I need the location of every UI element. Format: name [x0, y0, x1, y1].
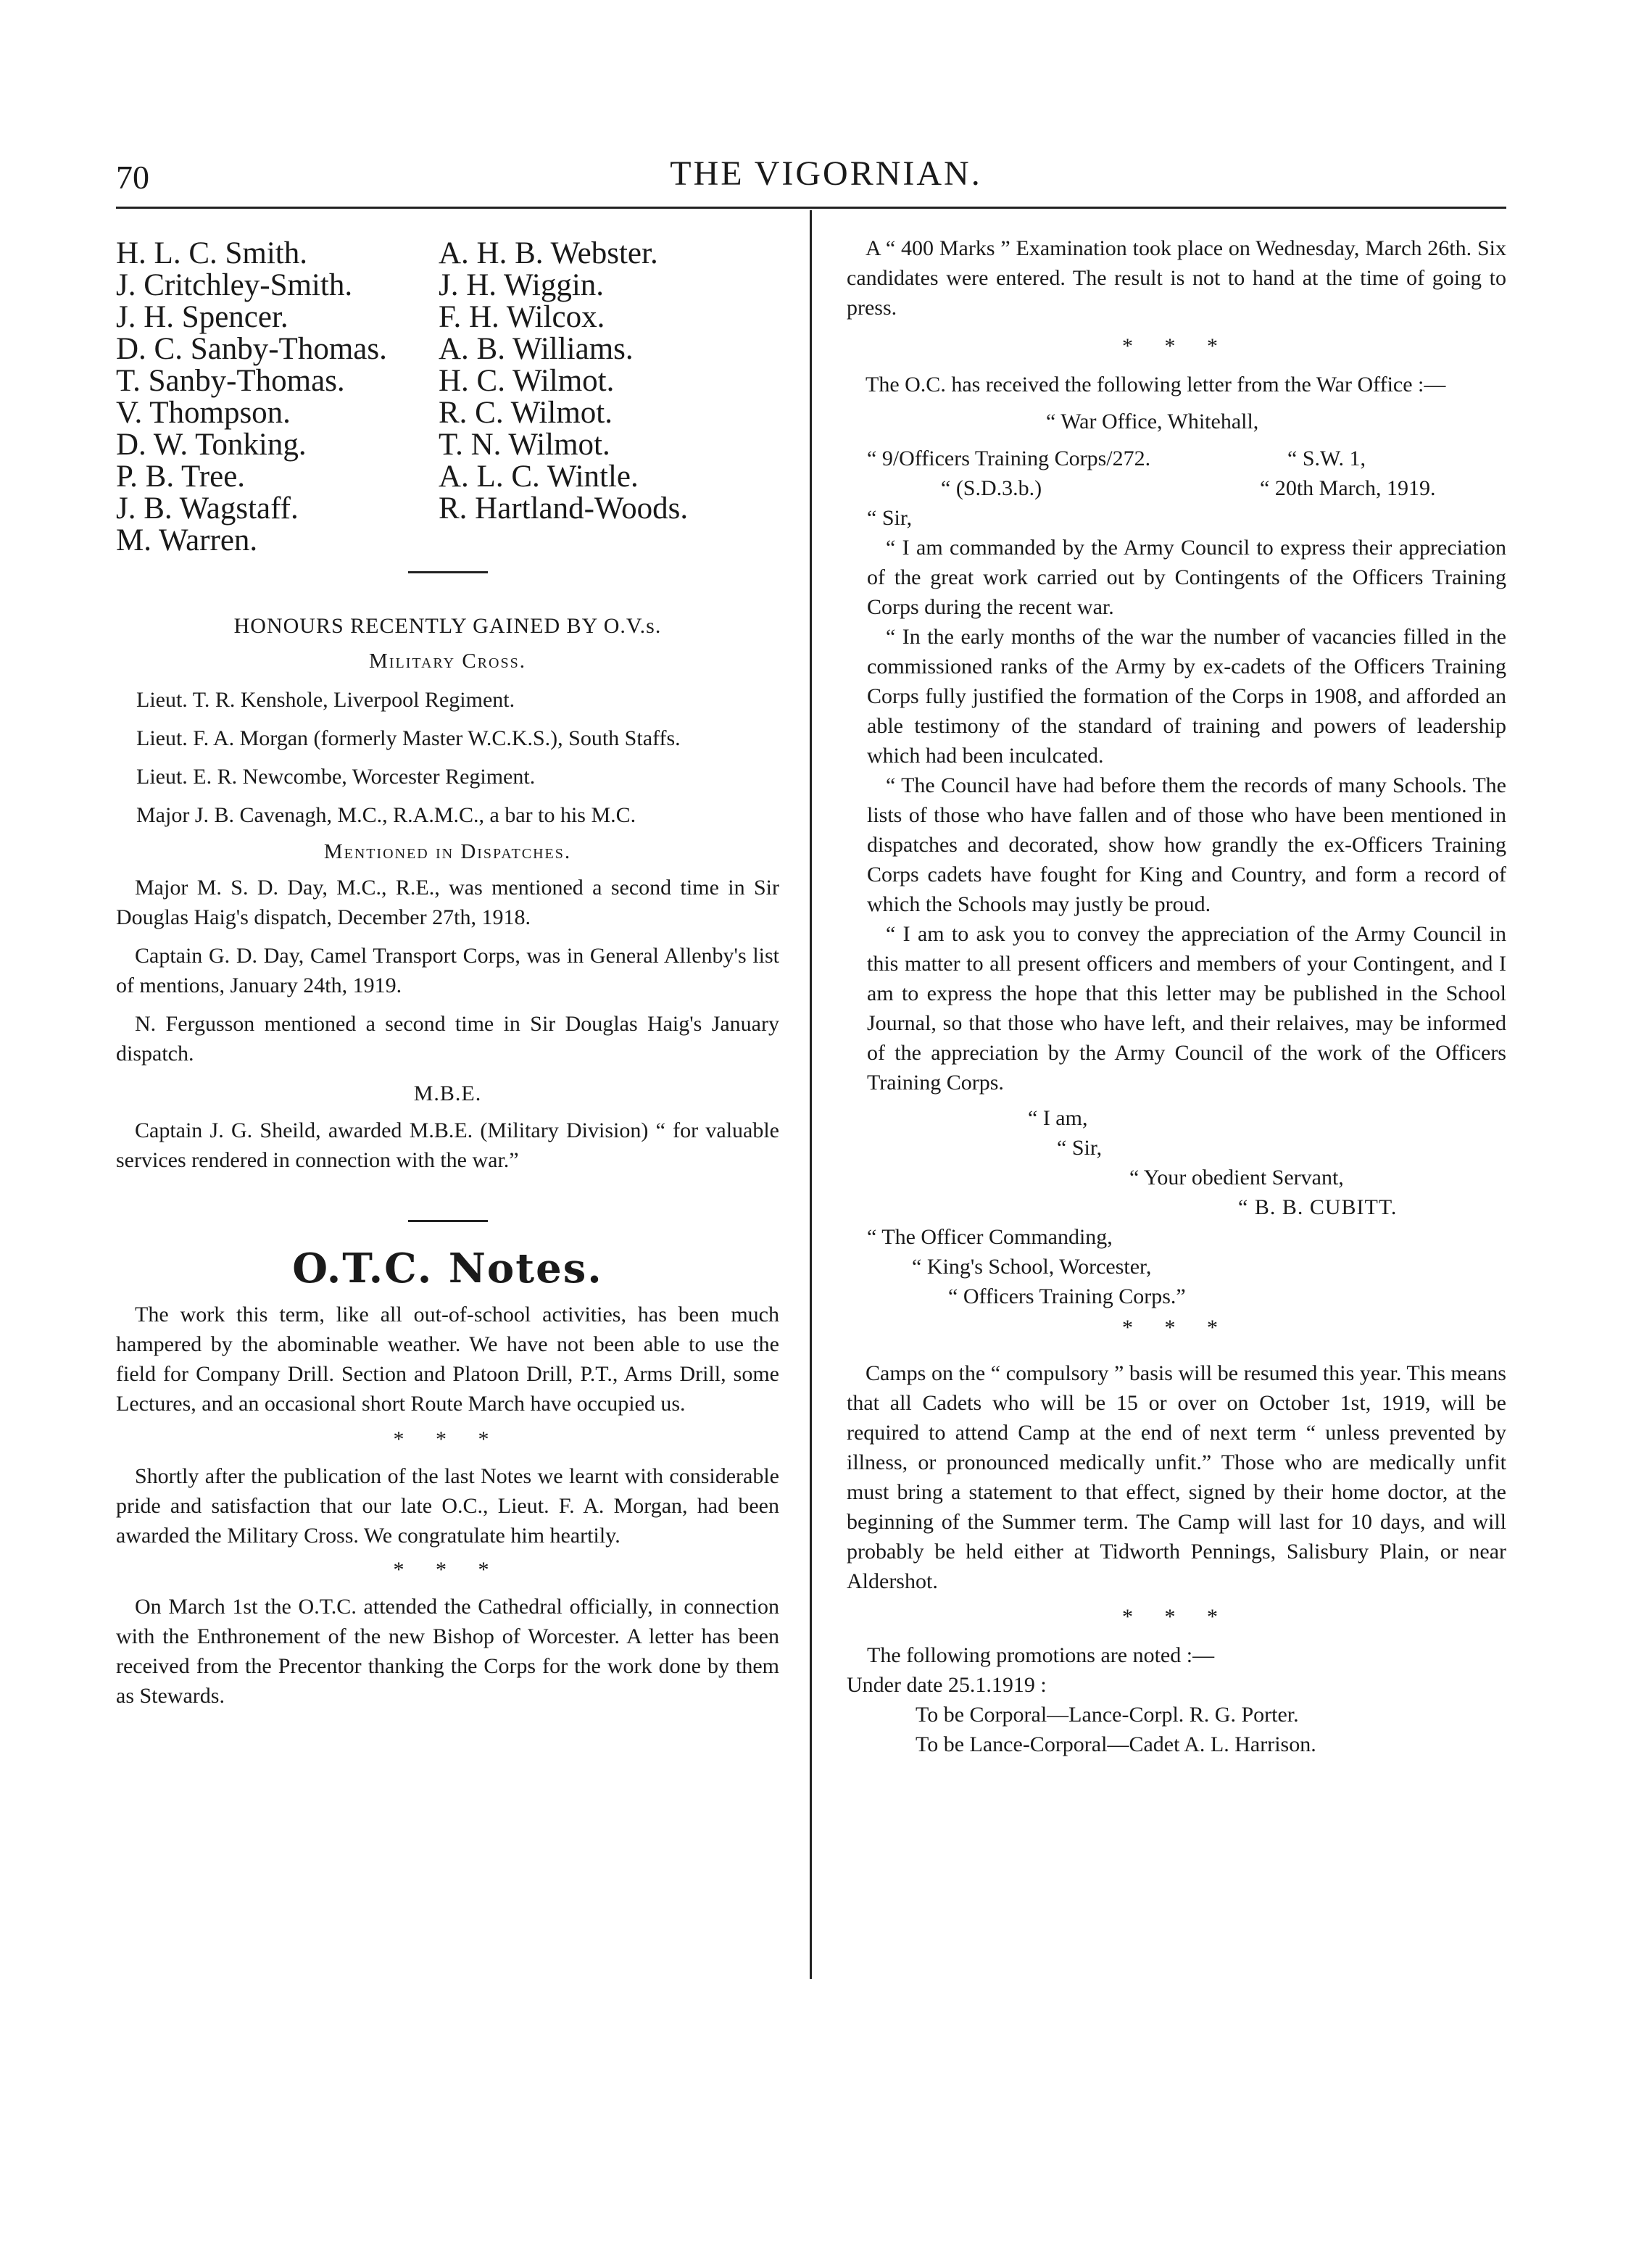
dispatch-entry: Major M. S. D. Day, M.C., R.E., was mentioned a second time in Sir Douglas Haig's dispatch, December 27th, 1918. [116, 876, 779, 929]
promotion-entry: To be Corporal—Lance-Corpl. R. G. Porter. [916, 1703, 1299, 1727]
otc-paragraph: On March 1st the O.T.C. attended the Cathedral officially, in connection with the Enthronement of the new Bishop of Worcester. A letter has been received from the Precentor thanking the Corps for the work done by them as Stewards. [116, 1595, 779, 1708]
letter-reference-line [847, 473, 1506, 503]
honours-heading: HONOURS RECENTLY GAINED BY O.V.s. [233, 614, 662, 638]
letter-paragraph: “ In the early months of the war the number of vacancies filled in the commissioned ranks of the Army by ex-cadets of the Officers Training Corps fully justified the formation of the Corps in 1908, and afforded an able testimony of the standard of training and powers of leadership which had been inculcated. [867, 625, 1506, 768]
dispatch-entry: Captain G. D. Day, Camel Transport Corps, was in General Allenby's list of mentions, January 24th, 1919. [116, 944, 779, 997]
otc-paragraph: Shortly after the publication of the last Notes we learnt with considerable pride and satisfaction that our late O.C., Lieut. F. A. Morgan, had been awarded the Military Cross. We congratulate him heartily. [116, 1464, 779, 1548]
letter-closing: “ Sir, [1057, 1136, 1103, 1160]
name-entry: J. H. Spencer. [116, 300, 289, 334]
mbe-entry: Captain J. G. Sheild, awarded M.B.E. (Military Division) “ for valuable services rendered in connection with the war.” [116, 1118, 779, 1172]
names-column-2 [439, 238, 779, 557]
letter-signature: “ B. B. CUBITT. [1238, 1195, 1398, 1219]
letter-salutation: “ Sir, [867, 506, 913, 530]
name-entry: D. C. Sanby-Thomas. [116, 332, 387, 366]
section-stars: * * * [1122, 334, 1231, 358]
promotions-date: Under date 25.1.1919 : [847, 1673, 1047, 1697]
letter-recipient: “ The Officer Commanding, [867, 1225, 1113, 1249]
letter-address: “ War Office, Whitehall, [1046, 410, 1259, 433]
section-stars: * * * [393, 1558, 502, 1582]
right-column [847, 217, 1506, 1759]
section-stars: * * * [1122, 1605, 1231, 1629]
letter-date: “ 20th March, 1919. [1260, 476, 1436, 500]
name-entry: A. L. C. Wintle. [439, 460, 639, 494]
name-entry: J. Critchley-Smith. [116, 268, 353, 302]
name-entry: R. C. Wilmot. [439, 396, 613, 430]
letter-closing: “ I am, [1028, 1106, 1088, 1130]
war-office-intro: The O.C. has received the following letter from the War Office :— [866, 373, 1446, 396]
letter-reference-line [847, 444, 1506, 473]
name-entry: T. N. Wilmot. [439, 428, 610, 462]
header-rule [116, 207, 1506, 209]
column-divider [810, 210, 812, 1979]
name-entry: D. W. Tonking. [116, 428, 307, 462]
letter-body [847, 533, 1506, 1097]
mbe-heading: M.B.E. [413, 1081, 482, 1105]
section-rule [408, 571, 488, 573]
name-entry: H. C. Wilmot. [439, 364, 615, 398]
military-cross-heading: Military Cross. [369, 649, 526, 673]
letter-paragraph: “ I am commanded by the Army Council to express their appreciation of the great work carried out by Contingents of the Officers Training Corps during the recent war. [867, 536, 1506, 619]
section-stars: * * * [1122, 1316, 1231, 1340]
honour-entry: Major J. B. Cavenagh, M.C., R.A.M.C., a bar to his M.C. [136, 803, 636, 827]
letter-recipient: “ Officers Training Corps.” [948, 1284, 1186, 1308]
letter-recipient: “ King's School, Worcester, [912, 1255, 1152, 1279]
honour-entry: Lieut. E. R. Newcombe, Worcester Regiment. [136, 765, 536, 789]
name-entry: H. L. C. Smith. [116, 236, 308, 270]
name-entry: R. Hartland-Woods. [439, 491, 689, 526]
camps-paragraph: Camps on the “ compulsory ” basis will be resumed this year. This means that all Cadets who will be 15 or over on October 1st, 1919, will be required to attend Camp at the end of next term “ unless prevented by illness, or pronounced medically unfit.” Those who are medically unfit must bring a statement to that effect, signed by their home doctor, at the beginning of the Summer term. The Camp will last for 10 days, and will probably be held either at Tidworth Pennings, Salisbury Plain, or near Aldershot. [847, 1361, 1506, 1593]
names-column-1 [116, 238, 439, 557]
otc-notes-title: O.T.C. Notes. [292, 1245, 603, 1292]
name-entry: J. H. Wiggin. [439, 268, 605, 302]
name-entry: M. Warren. [116, 523, 258, 557]
letter-postcode: “ S.W. 1, [1287, 447, 1366, 470]
name-entry: T. Sanby-Thomas. [116, 364, 345, 398]
names-list [116, 238, 779, 557]
honour-entry: Lieut. T. R. Kenshole, Liverpool Regiment. [136, 688, 515, 712]
letter-reference: “ (S.D.3.b.) [941, 476, 1042, 500]
exam-paragraph: A “ 400 Marks ” Examination took place on Wednesday, March 26th. Six candidates were entered. The result is not to hand at the time of going to press. [847, 236, 1506, 320]
name-entry: A. B. Williams. [439, 332, 634, 366]
letter-closing: “ Your obedient Servant, [1129, 1166, 1344, 1189]
promotions-intro: The following promotions are noted :— [867, 1643, 1215, 1667]
page-number: 70 [116, 159, 149, 196]
left-column [116, 217, 779, 1711]
honour-entry: Lieut. F. A. Morgan (formerly Master W.C.K.S.), South Staffs. [136, 726, 681, 750]
dispatch-entry: N. Fergusson mentioned a second time in Sir Douglas Haig's January dispatch. [116, 1012, 779, 1066]
name-entry: V. Thompson. [116, 396, 291, 430]
name-entry: F. H. Wilcox. [439, 300, 605, 334]
dispatches-heading: Mentioned in Dispatches. [323, 840, 572, 863]
page-title: THE VIGORNIAN. [670, 154, 982, 193]
name-entry: J. B. Wagstaff. [116, 491, 299, 526]
name-entry: A. H. B. Webster. [439, 236, 658, 270]
section-stars: * * * [393, 1427, 502, 1451]
letter-paragraph: “ I am to ask you to convey the appreciation of the Army Council in this matter to all present officers and members of your Contingent, and I am to express the hope that this letter may be published in the School Journal, so that those who have left, and their relaives, may be informed of the appreciation by the Army Council of the work of the Officers Training Corps. [867, 922, 1506, 1095]
letter-paragraph: “ The Council have had before them the records of many Schools. The lists of those who have fallen and of those who have been mentioned in dispatches and decorated, show how grandly the ex-Officers Training Corps cadets have fought for King and Country, and form a record of which the Schools may justly be proud. [867, 773, 1506, 916]
letter-reference: “ 9/Officers Training Corps/272. [867, 447, 1151, 470]
name-entry: P. B. Tree. [116, 460, 246, 494]
otc-paragraph: The work this term, like all out-of-school activities, has been much hampered by the abominable weather. We have not been able to use the field for Company Drill. Section and Platoon Drill, P.T., Arms Drill, some Lectures, and an occasional short Route March have occupied us. [116, 1303, 779, 1416]
section-rule [408, 1220, 488, 1222]
promotion-entry: To be Lance-Corporal—Cadet A. L. Harrison. [916, 1732, 1316, 1756]
